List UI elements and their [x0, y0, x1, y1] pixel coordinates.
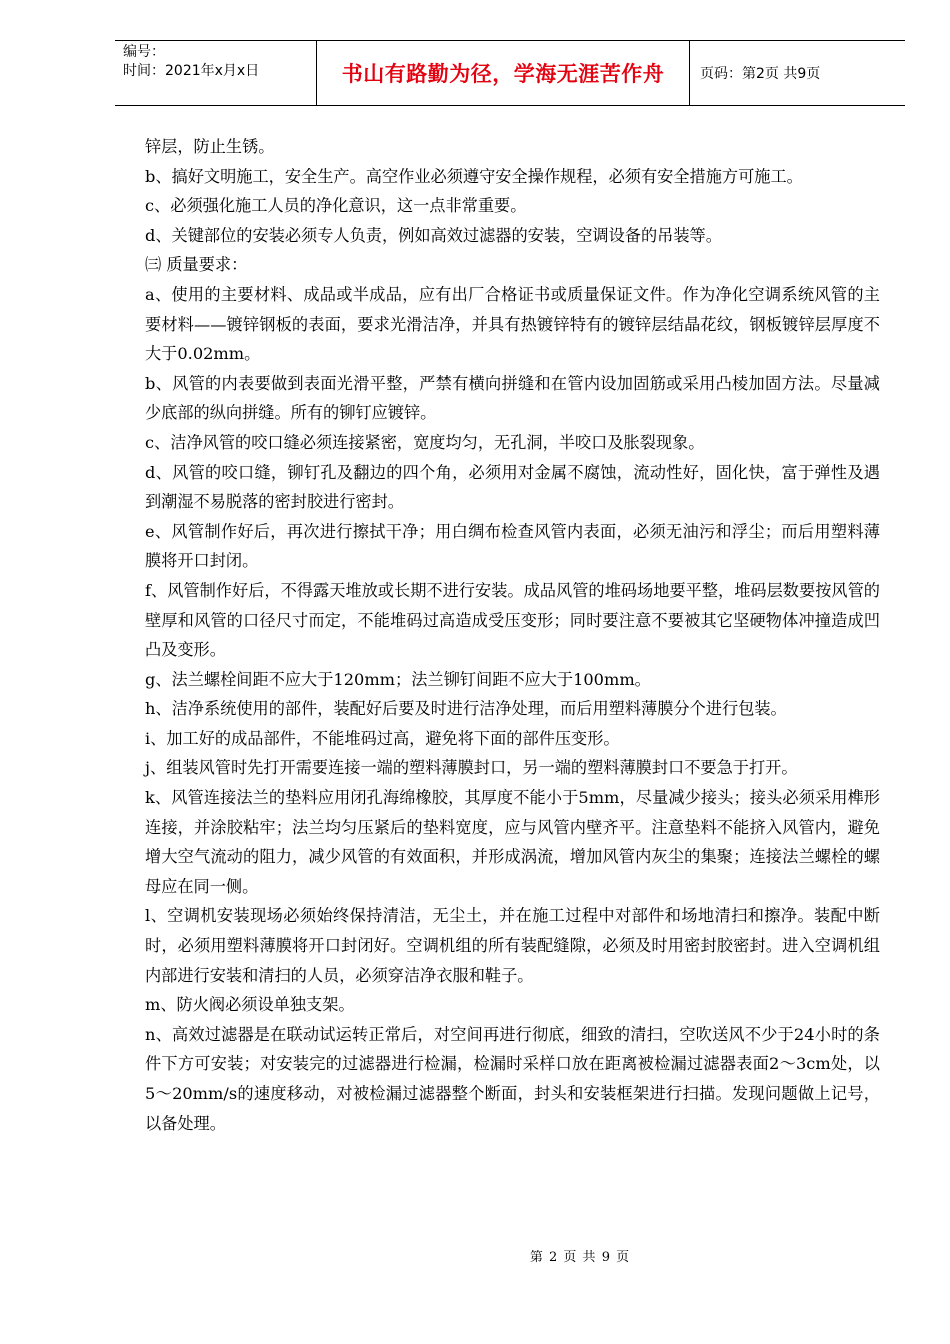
paragraph: m、防火阀必须设单独支架。 [145, 995, 355, 1015]
paragraph: j、组装风管时先打开需要连接一端的塑料薄膜封口，另一端的塑料薄膜封口不要急于打开。 [145, 758, 798, 778]
document-time-label: 时间：2021年x月x日 [123, 63, 260, 79]
paragraph: 锌层，防止生锈。 [145, 137, 275, 156]
paragraph: b、风管的内表要做到表面光滑平整，严禁有横向拼缝和在管内设加固筋或采用凸棱加固方法。尽量减少底部的纵向拼缝。所有的铆钉应镀锌。 [145, 373, 880, 423]
header-page-info: 页码：第2页 共9页 [700, 66, 821, 82]
paragraph: c、必须强化施工人员的净化意识，这一点非常重要。 [145, 196, 527, 216]
paragraph: c、洁净风管的咬口缝必须连接紧密，宽度均匀，无孔洞，半咬口及胀裂现象。 [145, 432, 705, 452]
paragraph: k、风管连接法兰的垫料应用闭孔海绵橡胶，其厚度不能小于5mm，尽量减少接头；接头必须采用榫形连接，并涂胶粘牢；法兰均匀压紧后的垫料宽度，应与风管内壁齐平。注意垫料不能挤入风管内，避免增大空气流动的阻力，减少风管的有效面积，并形成涡流，增加风管内灰尘的集聚；连接法兰螺栓的螺母应在同一侧。 [145, 788, 880, 896]
paragraph: l、空调机安装现场必须始终保持清洁，无尘土，并在施工过程中对部件和场地清扫和擦净。装配中断时，必须用塑料薄膜将开口封闭好。空调机组的所有装配缝隙，必须及时用密封胶密封。进入空调机组内部进行安装和清扫的人员，必须穿洁净衣服和鞋子。 [145, 906, 880, 985]
paragraph: e、风管制作好后，再次进行擦拭干净；用白绸布检查风管内表面，必须无油污和浮尘；而后用塑料薄膜将开口封闭。 [145, 521, 880, 571]
page-header [115, 40, 905, 106]
document-body [145, 132, 880, 1138]
paragraph: f、风管制作好后，不得露天堆放或长期不进行安装。成品风管的堆码场地要平整，堆码层数要按风管的壁厚和风管的口径尺寸而定，不能堆码过高造成受压变形；同时要注意不要被其它坚硬物体冲撞造成凹凸及变形。 [145, 580, 880, 660]
header-meta [115, 41, 316, 105]
paragraph: g、法兰螺栓间距不应大于120mm；法兰铆钉间距不应大于100mm。 [145, 669, 651, 689]
paragraph: n、高效过滤器是在联动试运转正常后，对空间再进行彻底，细致的清扫，空吹送风不少于24小时的条件下方可安装；对安装完的过滤器进行检漏，检漏时采样口放在距离被检漏过滤器表面2～3cm处，以5～20mm/s的速度移动，对被检漏过滤器整个断面，封头和安装框架进行扫描。发现问题做上记号，以备处理。 [145, 1024, 880, 1133]
section-heading: ㈢ 质量要求： [145, 255, 248, 275]
paragraph: b、搞好文明施工，安全生产。高空作业必须遵守安全操作规程，必须有安全措施方可施工。 [145, 166, 803, 186]
paragraph: d、风管的咬口缝，铆钉孔及翻边的四个角，必须用对金属不腐蚀，流动性好，固化快，富于弹性及遇到潮湿不易脱落的密封胶进行密封。 [145, 462, 880, 512]
page-footer [0, 1246, 950, 1265]
paragraph: d、关键部位的安装必须专人负责，例如高效过滤器的安装，空调设备的吊装等。 [145, 225, 722, 245]
paragraph: a、使用的主要材料、成品或半成品，应有出厂合格证书或质量保证文件。作为净化空调系统风管的主要材料——镀锌钢板的表面，要求光滑洁净，并具有热镀锌特有的镀锌层结晶花纹，钢板镀锌层厚度不大于0.02mm。 [145, 284, 880, 364]
paragraph: i、加工好的成品部件，不能堆码过高，避免将下面的部件压变形。 [145, 728, 620, 748]
header-motto: 书山有路勤为径，学海无涯苦作舟 [316, 41, 690, 105]
paragraph: h、洁净系统使用的部件，装配好后要及时进行洁净处理，而后用塑料薄膜分个进行包装。 [145, 699, 787, 719]
footer-page-number: 第 2 页 共 9 页 [529, 1250, 631, 1265]
document-number-label: 编号： [123, 44, 165, 60]
